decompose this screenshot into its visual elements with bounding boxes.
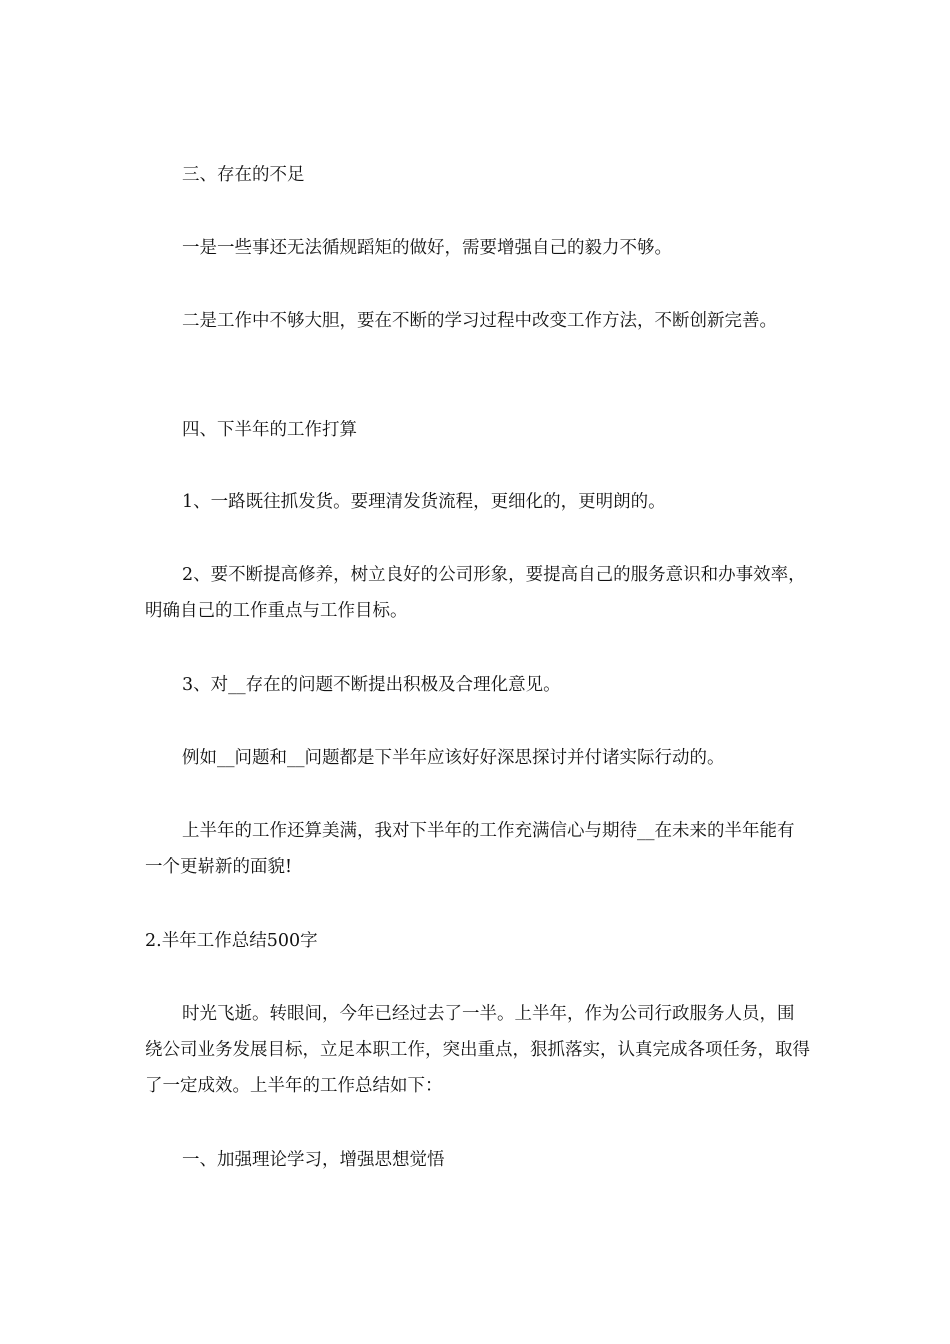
section-title-half-year-summary: 2.半年工作总结500字: [145, 931, 318, 951]
paragraph-shortcoming-2: 二是工作中不够大胆，要在不断的学习过程中改变工作方法，不断创新完善。: [182, 311, 777, 331]
paragraph-conclusion: 上半年的工作还算美满，我对下半年的工作充满信心与期待__在未来的半年能有一个更崭新的面貌!: [145, 821, 795, 877]
paragraph-plan-1: 1、一路既往抓发货。要理清发货流程，更细化的，更明朗的。: [182, 492, 666, 512]
heading-theory-study: 一、加强理论学习，增强思想觉悟: [182, 1150, 445, 1170]
paragraph-plan-2: 2、要不断提高修养，树立良好的公司形象，要提高自己的服务意识和办事效率，明确自己的工作重点与工作目标。: [145, 565, 806, 621]
paragraph-plan-3: 3、对__存在的问题不断提出积极及合理化意见。: [182, 675, 561, 695]
paragraph-example: 例如__问题和__问题都是下半年应该好好深思探讨并付诸实际行动的。: [182, 748, 725, 768]
heading-shortcomings: 三、存在的不足: [182, 165, 305, 185]
paragraph-intro: 时光飞逝。转眼间，今年已经过去了一半。上半年，作为公司行政服务人员，围绕公司业务发展目标，立足本职工作，突出重点，狠抓落实，认真完成各项任务，取得了一定成效。上半年的工作总结如下：: [145, 1004, 810, 1096]
paragraph-shortcoming-1: 一是一些事还无法循规蹈矩的做好，需要增强自己的毅力不够。: [182, 238, 672, 258]
heading-second-half-plan: 四、下半年的工作打算: [182, 420, 357, 440]
